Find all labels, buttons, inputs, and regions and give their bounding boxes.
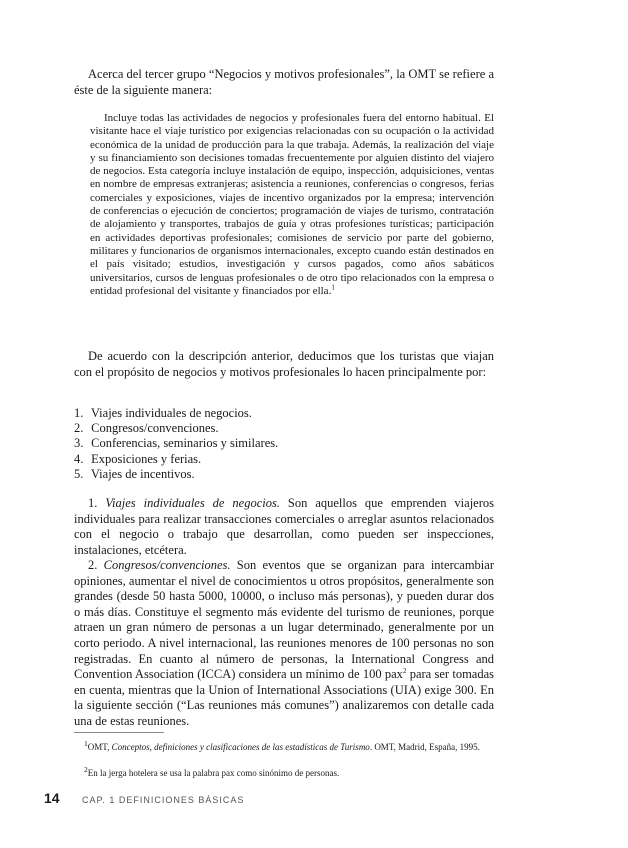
quote-text: Incluye todas las actividades de negocios y profesionales fuera del entorno habitual. El visitante hace el viaje turístico por exigencias relacionadas con su ocupación o la actividad económica de la unidad de producción para la que trabaja. Además, la realización del viaje y su financiamiento son decisiones tomadas frecuentemente por alguien distinto del viajero de negocios. Esta categoría incluye instalación de equipo, inspección, adquisiciones, ventas en nombre de empresas extranjeras; asistencia a reuniones, conferencias o congresos, ferias comerciales y exposiciones, viajes de incentivo organizados por la empresa; intervención de conferencias o ejecución de conciertos; programación de viajes de turismo, contratación de alojamiento y transportes, trabajos de guía y otras profesiones turísticas; participación en actividades deportivas profesionales; comisiones de servicio por parte del gobierno, militares y funcionarios de organismos internacionales, excepto cuando están destinados en el país visitado; estudios, investigación y cursos pagados, como años sabáticos universitarios, cursos de lenguas profesionales o de otro tipo relacionados con la empresa o entidad profesional del visitante y financiados por ella. [90,112,494,297]
section-term: Congresos/convenciones. [103,558,231,572]
paragraph-lead: 1. [88,496,106,510]
list-item-number: 2. [74,421,84,436]
footnote-divider [74,732,164,733]
footnote-1-after: . OMT, Madrid, España, 1995. [369,742,480,752]
list-item [74,467,374,482]
list-item-number: 1. [74,406,84,420]
list-item [74,421,374,436]
list-item-label: Exposiciones y ferias. [91,451,202,466]
list-item-number: 5. [74,466,84,481]
block-quote [90,112,494,298]
footnote-2-mark: 2 [84,765,88,774]
list-item-label: Viajes de incentivos. [90,466,195,481]
list-item-number: 3. [74,436,84,451]
section-term: Viajes individuales de negocios. [105,496,280,510]
footnote-1-before: OMT, [87,742,112,752]
paragraph-lead: 2. [88,558,104,572]
list-item-label: Conferencias, seminarios y similares. [91,436,279,451]
motives-list [74,406,374,482]
paragraph-body-continued: para ser tomadas en cuenta, mientras que la Union of International Associations (UIA) exige 300. En la siguiente sección (“Las reuniones más comunes”) analizaremos con detalle cada una de estas reuniones. [74,667,495,728]
individual-business-paragraph [74,496,494,558]
footnote-2-text: En la jerga hotelera se usa la palabra pax como sinónimo de personas. [87,768,340,778]
footnote-1-title: Conceptos, definiciones y clasificaciones de las estadísticas de Turismo [111,742,370,752]
list-item [74,436,374,451]
list-item-number: 4. [74,451,84,466]
list-item-label: Viajes individuales de negocios. [90,406,252,420]
deduction-paragraph: De acuerdo con la descripción anterior, deducimos que los turistas que viajan con el propósito de negocios y motivos profesionales lo hacen principalmente por: [74,349,494,379]
footnote-2 [74,764,494,779]
list-item-label: Congresos/convenciones. [91,421,219,436]
page-number: 14 [44,790,60,806]
running-head: CAP. 1 DEFINICIONES BÁSICAS [82,795,245,805]
footnote-mark-1: 1 [331,283,335,292]
intro-paragraph: Acerca del tercer grupo “Negocios y motivos profesionales”, la OMT se refiere a éste de la siguiente manera: [74,67,494,97]
list-item [74,452,374,467]
paragraph-body: Son eventos que se organizan para intercambiar opiniones, aumentar el nivel de conocimientos u otros propósitos, generalmente son grandes (desde 50 hasta 5000, 10000, o incluso más personas), y pueden durar dos o más días. Constituye el segmento más evidente del turismo de reuniones, porque atraen un gran número de personas a un lugar determinado, generalmente por un corto periodo. A nivel internacional, las reuniones menores de 100 personas no son registradas. En cuanto al número de personas, la International Congress and Convention Association (ICCA) considera un mínimo de 100 pax [74,558,494,682]
footnote-mark-2: 2 [402,667,407,675]
congress-paragraph [74,558,494,730]
list-item [74,406,374,421]
page-footer [44,790,244,808]
footnote-1-mark: 1 [84,739,88,748]
footnote-1 [74,738,494,753]
paragraph-body: Son aquellos que emprenden viajeros individuales para realizar transacciones comerciales o arreglar asuntos relacionados con el negocio o trabajo que desarrollan, como pueden ser inspecciones, instalaciones, etcétera. [74,496,494,557]
